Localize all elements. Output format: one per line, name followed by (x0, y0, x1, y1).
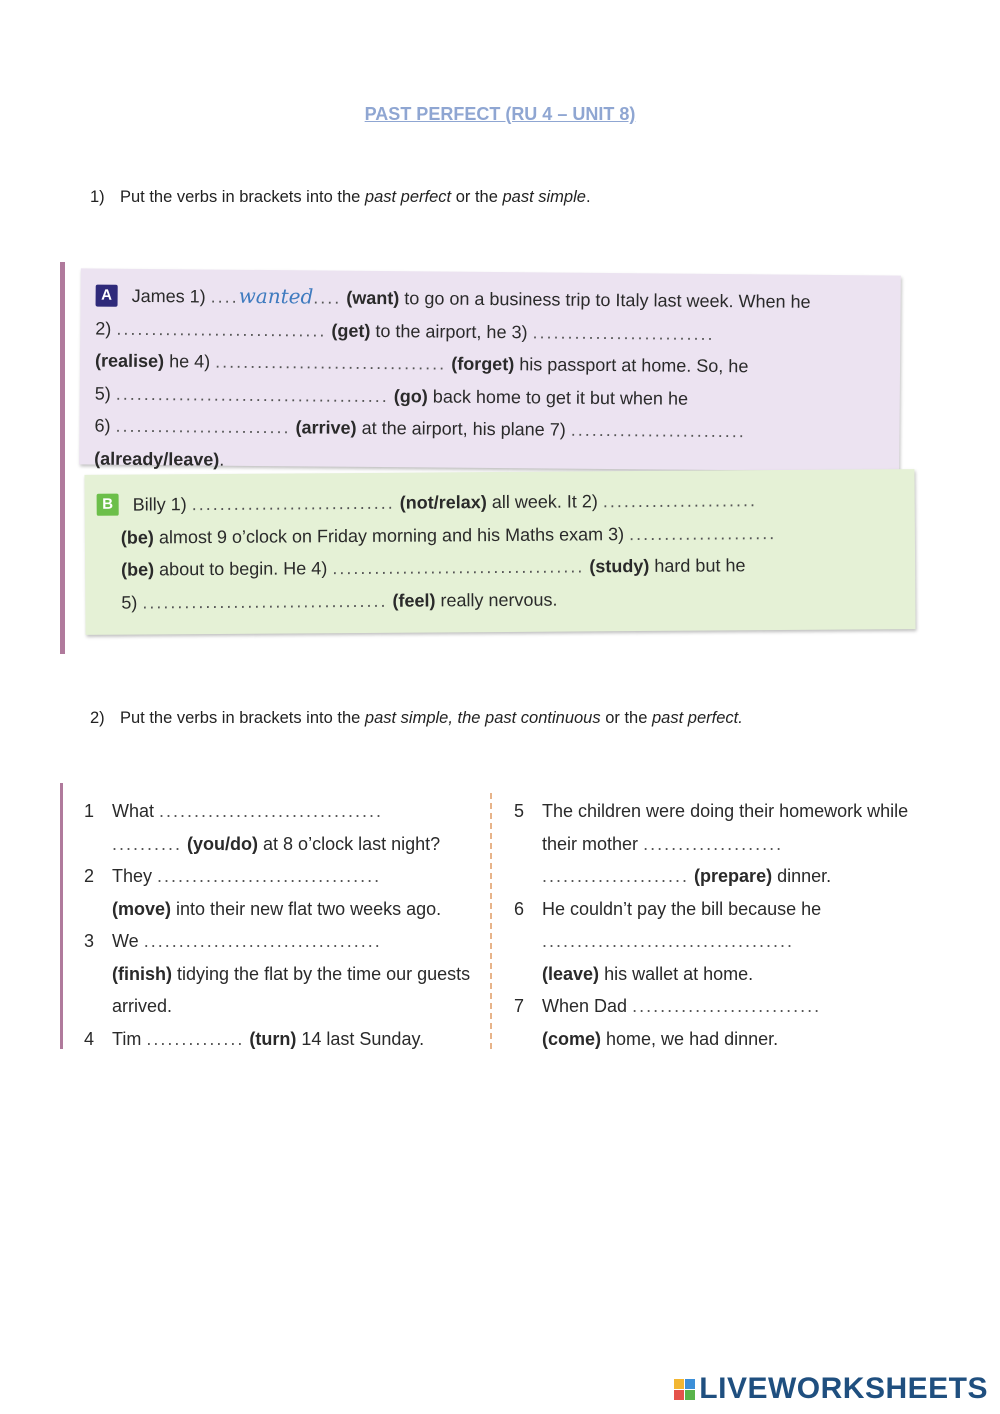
answer-blank[interactable]: ................................ (157, 866, 382, 886)
column-right (514, 795, 914, 1055)
answer-blank[interactable]: .............................. (116, 318, 327, 341)
answer-blank[interactable]: ..................... (542, 866, 690, 886)
answer-blank[interactable]: ................................. (215, 351, 447, 374)
liveworksheets-logo-icon (674, 1379, 695, 1400)
list-item: 6 He couldn’t pay the bill because he .................................... (leave) his wallet at home. (514, 898, 822, 984)
list-item: 4 Tim .............. (turn) 14 last Sunday. (84, 1028, 425, 1049)
badge-a: A (96, 285, 118, 307)
answer-blank[interactable]: ................................... (142, 590, 388, 612)
answer-blank[interactable]: .................................... (542, 931, 795, 951)
answer-blank[interactable]: ......................... (115, 415, 291, 438)
instruction-1: 1) Put the verbs in brackets into the past perfect or the past simple. (90, 188, 591, 206)
exercise-2-image (60, 783, 920, 1049)
page-title: PAST PERFECT (RU 4 – UNIT 8) (364, 104, 636, 124)
answer-blank[interactable]: ........................... (632, 996, 822, 1016)
answer-blank[interactable]: .................................... (332, 556, 585, 579)
list-item: 7 When Dad ........................... (come) home, we had dinner. (514, 996, 822, 1049)
list-item: 1 What ................................ .......... (you/do) at 8 o’clock last night? (84, 801, 441, 854)
answer-blank[interactable]: ..................... (629, 522, 777, 544)
answer-blank[interactable]: ............................. (191, 492, 395, 515)
answer-blank[interactable]: .......................... (532, 321, 715, 344)
answer-blank[interactable]: .......... (112, 833, 183, 854)
panel-a: A James 1) ....wanted.... (want) to go on a business trip to Italy last week. When he 2) .............................. (get) to the airport, he 3) .......................... (realise) he 4) ................................. (forget) his passport at home. So, he 5) ....................................... (go) back home to get it but when he 6) ......................... (arrive) at the airport, his plane 7) ......................... (already/leave). (79, 268, 901, 471)
column-divider (490, 793, 492, 1049)
answer-blank[interactable]: ....................................... (115, 383, 389, 406)
answer-blank[interactable]: .................................. (143, 931, 382, 951)
column-left (84, 795, 484, 1055)
answer-1[interactable]: wanted (238, 283, 314, 309)
answer-blank[interactable]: ................................ (159, 801, 384, 821)
list-item: 2 They ................................ (move) into their new flat two weeks ago. (84, 866, 442, 919)
answer-blank[interactable]: .............. (146, 1028, 245, 1049)
left-border (60, 783, 63, 1049)
badge-b: B (97, 494, 119, 516)
exercise-1-image (60, 262, 935, 654)
left-border (60, 262, 65, 654)
list-item: 3 We .................................. (finish) tidying the flat by the time our guests arrived. (84, 931, 471, 1016)
panel-b: B Billy 1) ............................. (not/relax) all week. It 2) ...................... (be) almost 9 o’clock on Friday morning and his Maths exam 3) ..................... (be) about to begin. He 4) .................................... (study) hard but he 5) ................................... (feel) really nervous. (84, 469, 915, 635)
instruction-2: 2) Put the verbs in brackets into the past simple, the past continuous or the past perfect. (90, 709, 743, 727)
answer-blank[interactable]: ......................... (570, 419, 746, 442)
list-item: 5 The children were doing their homework while their mother .................... ..................... (prepare) dinner. (514, 801, 909, 886)
liveworksheets-logo: LIVEWORKSHEETS (674, 1372, 988, 1406)
answer-blank[interactable]: .................... (643, 833, 784, 854)
answer-blank[interactable]: ...................... (602, 490, 757, 512)
